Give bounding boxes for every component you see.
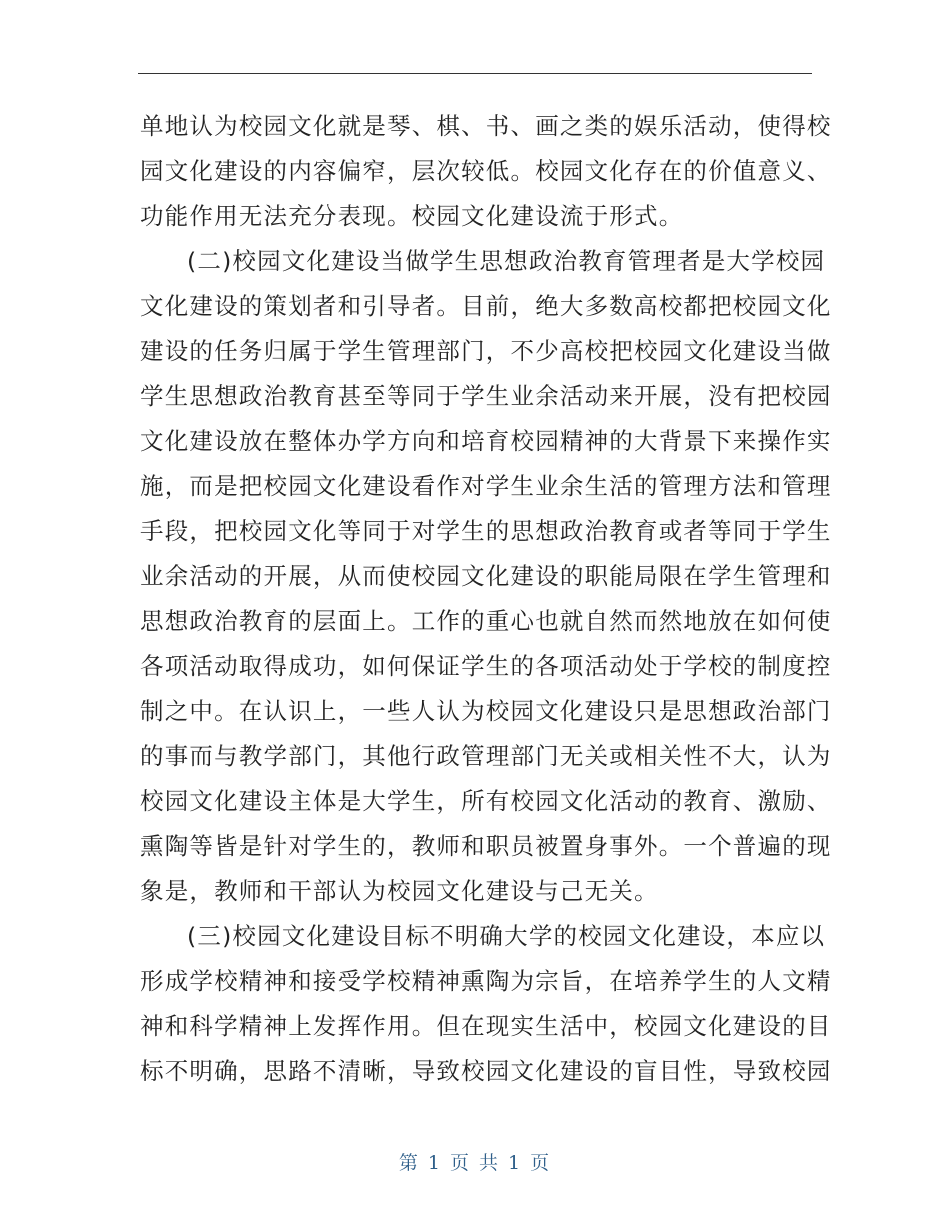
text-line: 的事而与教学部门，其他行政管理部门无关或相关性不大，认为	[140, 742, 832, 770]
text-line: 建设的任务归属于学生管理部门，不少高校把校园文化建设当做	[140, 337, 832, 365]
text-line: 学生思想政治教育甚至等同于学生业余活动来开展，没有把校园	[140, 382, 832, 410]
text-line: 标不明确，思路不清晰，导致校园文化建设的盲目性，导致校园	[140, 1057, 832, 1085]
page-number-footer: 第 1 页 共 1 页	[398, 1152, 552, 1174]
text-line: 各项活动取得成功，如何保证学生的各项活动处于学校的制度控	[140, 652, 832, 680]
text-line: 单地认为校园文化就是琴、棋、书、画之类的娱乐活动，使得校	[140, 112, 832, 140]
document-body	[140, 104, 832, 1094]
text-line: 园文化建设的内容偏窄，层次较低。校园文化存在的价值意义、	[140, 157, 832, 185]
text-line: 功能作用无法充分表现。校园文化建设流于形式。	[140, 202, 684, 230]
header-rule	[138, 73, 812, 74]
text-line: 熏陶等皆是针对学生的，教师和职员被置身事外。一个普遍的现	[140, 832, 832, 860]
text-line: 神和科学精神上发挥作用。但在现实生活中，校园文化建设的目	[140, 1012, 832, 1040]
text-line: (二)校园文化建设当做学生思想政治教育管理者是大学校园	[187, 247, 826, 275]
text-line: 形成学校精神和接受学校精神熏陶为宗旨，在培养学生的人文精	[140, 967, 832, 995]
text-line: 文化建设放在整体办学方向和培育校园精神的大背景下来操作实	[140, 427, 832, 455]
text-line: 制之中。在认识上，一些人认为校园文化建设只是思想政治部门	[140, 697, 832, 725]
text-line: 校园文化建设主体是大学生，所有校园文化活动的教育、激励、	[140, 787, 832, 815]
text-line: 施，而是把校园文化建设看作对学生业余生活的管理方法和管理	[140, 472, 832, 500]
text-line: 象是，教师和干部认为校园文化建设与己无关。	[140, 877, 659, 905]
text-line: (三)校园文化建设目标不明确大学的校园文化建设，本应以	[187, 922, 826, 950]
text-line: 文化建设的策划者和引导者。目前，绝大多数高校都把校园文化	[140, 292, 832, 320]
text-line: 手段，把校园文化等同于对学生的思想政治教育或者等同于学生	[140, 517, 832, 545]
text-line: 业余活动的开展，从而使校园文化建设的职能局限在学生管理和	[140, 562, 832, 590]
text-line: 思想政治教育的层面上。工作的重心也就自然而然地放在如何使	[140, 607, 832, 635]
